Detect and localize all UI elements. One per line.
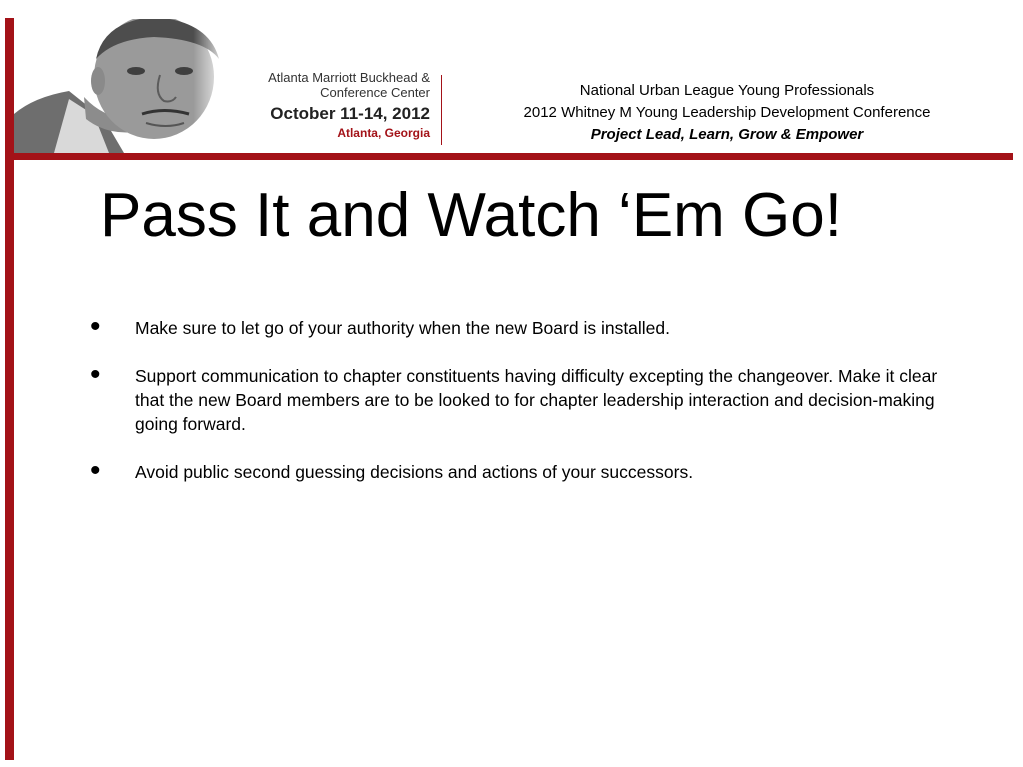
header-divider	[441, 75, 442, 145]
conference-city: Atlanta, Georgia	[337, 126, 430, 140]
bullet-icon: •	[90, 358, 101, 391]
conference-name: 2012 Whitney M Young Leadership Development Conference	[523, 104, 931, 121]
slide-title: Pass It and Watch ‘Em Go!	[100, 181, 842, 250]
venue-subname: Conference Center	[320, 85, 430, 100]
bullet-item	[90, 454, 970, 487]
bullet-text: Make sure to let go of your authority when the new Board is installed.	[135, 318, 671, 338]
conference-info	[452, 80, 1002, 146]
bullet-icon: •	[90, 454, 101, 487]
bullet-icon: •	[90, 310, 101, 343]
bullet-item	[90, 310, 970, 343]
bullet-list	[90, 310, 970, 508]
bullet-item	[90, 358, 970, 436]
venue-logo	[230, 70, 430, 141]
conference-dates: October 11-14, 2012	[270, 104, 430, 123]
bullet-text: Avoid public second guessing decisions and actions of your successors.	[135, 462, 694, 482]
organization-name: National Urban League Young Professionals	[579, 82, 875, 99]
bullet-text: Support communication to chapter constituents having difficulty excepting the changeover. Make it clear that the new Board members are to be looked to for chapter leadership interaction and decision-making going forward.	[135, 366, 938, 434]
left-accent-bar	[5, 18, 14, 760]
header-accent-bar	[14, 153, 1013, 160]
conference-tagline: Project Lead, Learn, Grow & Empower	[590, 126, 864, 143]
venue-name: Atlanta Marriott Buckhead &	[268, 70, 430, 85]
portrait-image	[14, 19, 225, 153]
